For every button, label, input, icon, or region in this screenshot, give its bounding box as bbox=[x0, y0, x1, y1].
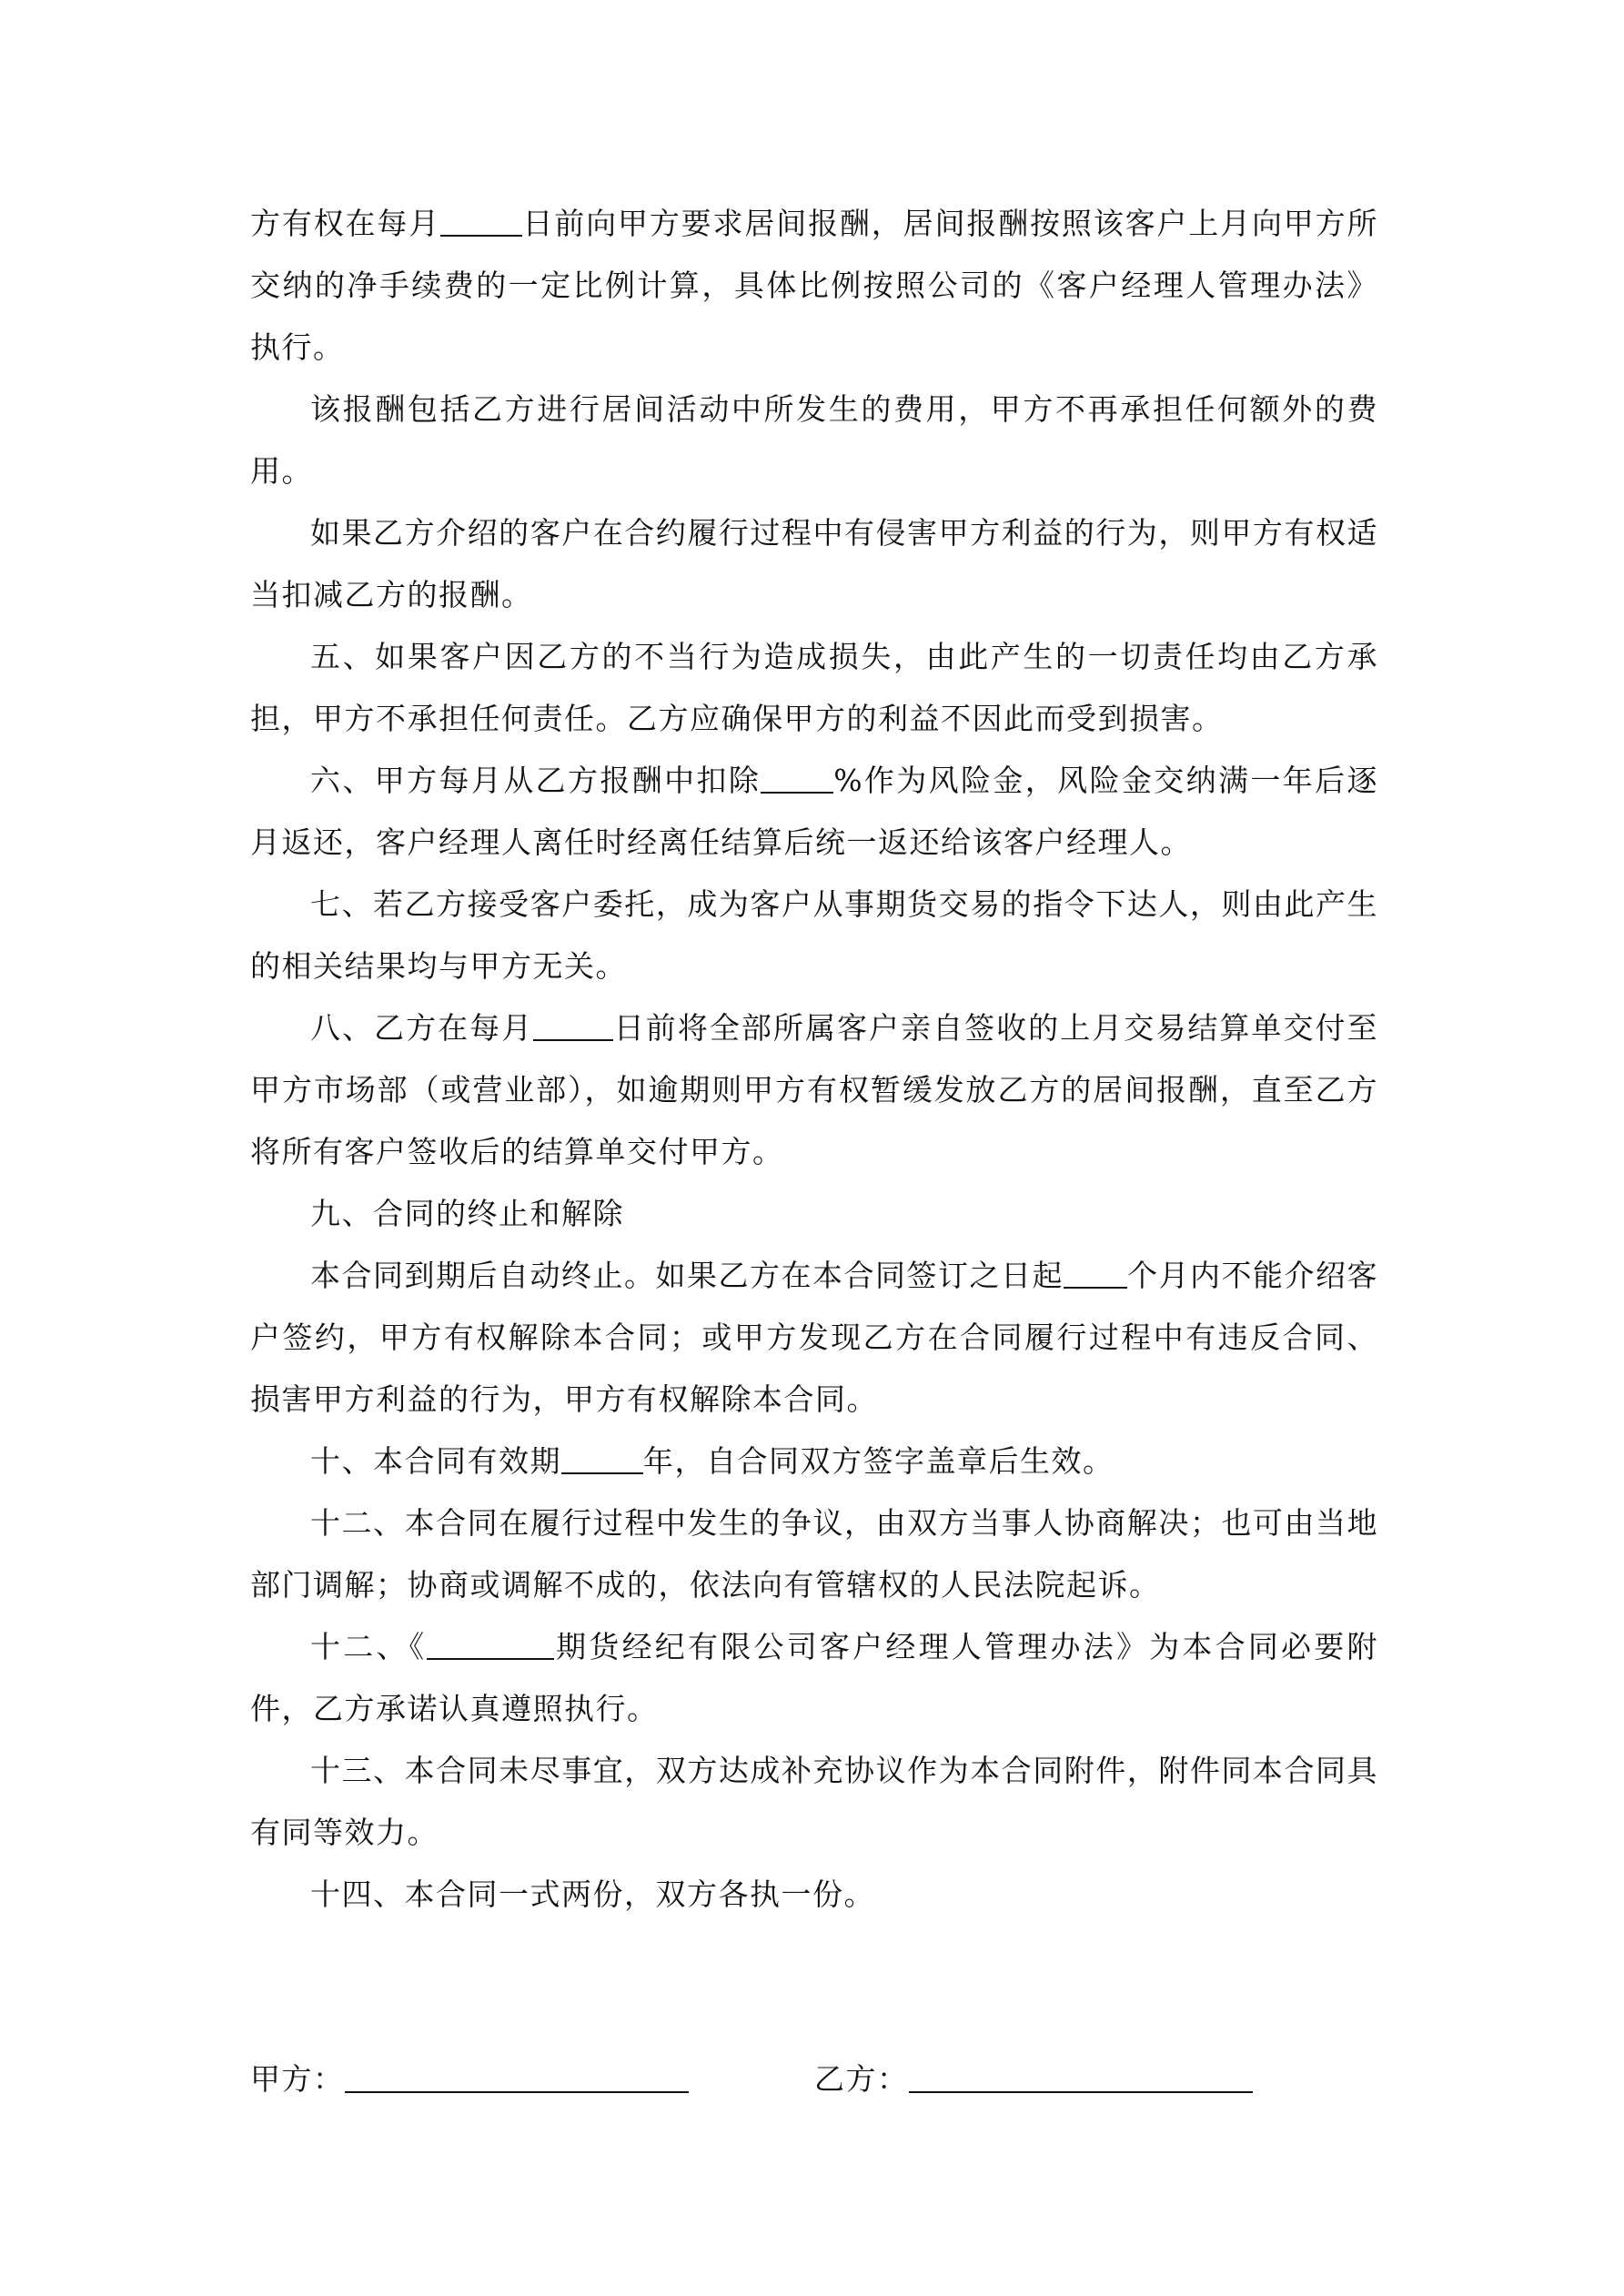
contract-paragraph bbox=[250, 1492, 1378, 1616]
contract-paragraph bbox=[250, 1864, 1378, 1926]
party-a-label: 甲方： bbox=[250, 2061, 345, 2097]
party-b-signature bbox=[814, 2052, 1253, 2107]
paragraph-text: 期货经纪有限公司客户经理人管理办法》为本合同必要附件，乙方承诺认真遵照执行。 bbox=[250, 1629, 1379, 1726]
contract-paragraph bbox=[250, 750, 1378, 874]
party-a-signature bbox=[250, 2052, 689, 2107]
paragraph-text: 十四、本合同一式两份，双方各执一份。 bbox=[310, 1876, 875, 1912]
paragraph-text: 日前向甲方要求居间报酬，居间报酬按照该客户上月向甲方所交纳的净手续费的一定比例计算，具体比例按照公司的《客户经理人管理办法》执行。 bbox=[250, 206, 1379, 365]
fill-in-blank[interactable] bbox=[427, 1631, 554, 1660]
paragraph-text: 八、乙方在每月 bbox=[310, 1010, 534, 1046]
party-b-signature-line bbox=[909, 2060, 1253, 2093]
contract-paragraph bbox=[250, 379, 1378, 502]
contract-paragraph bbox=[250, 1616, 1378, 1740]
contract-paragraph bbox=[250, 626, 1378, 750]
fill-in-blank[interactable] bbox=[1064, 1259, 1127, 1289]
paragraph-text: 十二、本合同在履行过程中发生的争议，由双方当事人协商解决；也可由当地部门调解；协商或调解不成的，依法向有管辖权的人民法院起诉。 bbox=[250, 1505, 1378, 1603]
paragraph-text: 年，自合同双方签字盖章后生效。 bbox=[643, 1443, 1115, 1479]
contract-paragraph bbox=[250, 1245, 1378, 1431]
paragraph-text: 九、合同的终止和解除 bbox=[310, 1196, 624, 1231]
signature-row bbox=[250, 2052, 1378, 2107]
contract-paragraph bbox=[250, 874, 1378, 997]
contract-paragraph bbox=[250, 1183, 1378, 1245]
paragraph-text: 十、本合同有效期 bbox=[310, 1443, 561, 1479]
contract-paragraph bbox=[250, 1740, 1378, 1864]
fill-in-blank[interactable] bbox=[761, 764, 833, 794]
paragraph-text: 日前将全部所属客户亲自签收的上月交易结算单交付至甲方市场部（或营业部），如逾期则甲方有权暂缓发放乙方的居间报酬，直至乙方将所有客户签收后的结算单交付甲方。 bbox=[250, 1010, 1379, 1169]
contract-paragraph bbox=[250, 502, 1378, 626]
paragraph-text: 本合同到期后自动终止。如果乙方在本合同签订之日起 bbox=[310, 1258, 1064, 1293]
paragraph-text: 十三、本合同未尽事宜，双方达成补充协议作为本合同附件，附件同本合同具有同等效力。 bbox=[250, 1753, 1378, 1850]
fill-in-blank[interactable] bbox=[440, 207, 522, 237]
contract-body bbox=[250, 193, 1378, 1926]
paragraph-text: 如果乙方介绍的客户在合约履行过程中有侵害甲方利益的行为，则甲方有权适当扣减乙方的报酬。 bbox=[250, 515, 1378, 612]
paragraph-text: 个月内不能介绍客户签约，甲方有权解除本合同；或甲方发现乙方在合同履行过程中有违反合同、损害甲方利益的行为，甲方有权解除本合同。 bbox=[250, 1258, 1378, 1417]
fill-in-blank[interactable] bbox=[561, 1445, 643, 1474]
fill-in-blank[interactable] bbox=[533, 1012, 613, 1041]
contract-paragraph bbox=[250, 193, 1378, 379]
paragraph-text: 该报酬包括乙方进行居间活动中所发生的费用，甲方不再承担任何额外的费用。 bbox=[250, 391, 1378, 489]
paragraph-text: %作为风险金，风险金交纳满一年后逐月返还，客户经理人离任时经离任结算后统一返还给该客户经理人。 bbox=[250, 763, 1379, 860]
paragraph-text: 七、若乙方接受客户委托，成为客户从事期货交易的指令下达人，则由此产生的相关结果均与甲方无关。 bbox=[250, 886, 1378, 984]
contract-paragraph bbox=[250, 1431, 1378, 1492]
contract-paragraph bbox=[250, 997, 1378, 1183]
paragraph-text: 方有权在每月 bbox=[250, 206, 441, 241]
paragraph-text: 十二、《 bbox=[310, 1629, 428, 1664]
paragraph-text: 五、如果客户因乙方的不当行为造成损失，由此产生的一切责任均由乙方承担，甲方不承担任何责任。乙方应确保甲方的利益不因此而受到损害。 bbox=[250, 639, 1378, 736]
paragraph-text: 六、甲方每月从乙方报酬中扣除 bbox=[310, 763, 762, 798]
party-a-signature-line bbox=[345, 2060, 689, 2093]
party-b-label: 乙方： bbox=[814, 2061, 909, 2097]
